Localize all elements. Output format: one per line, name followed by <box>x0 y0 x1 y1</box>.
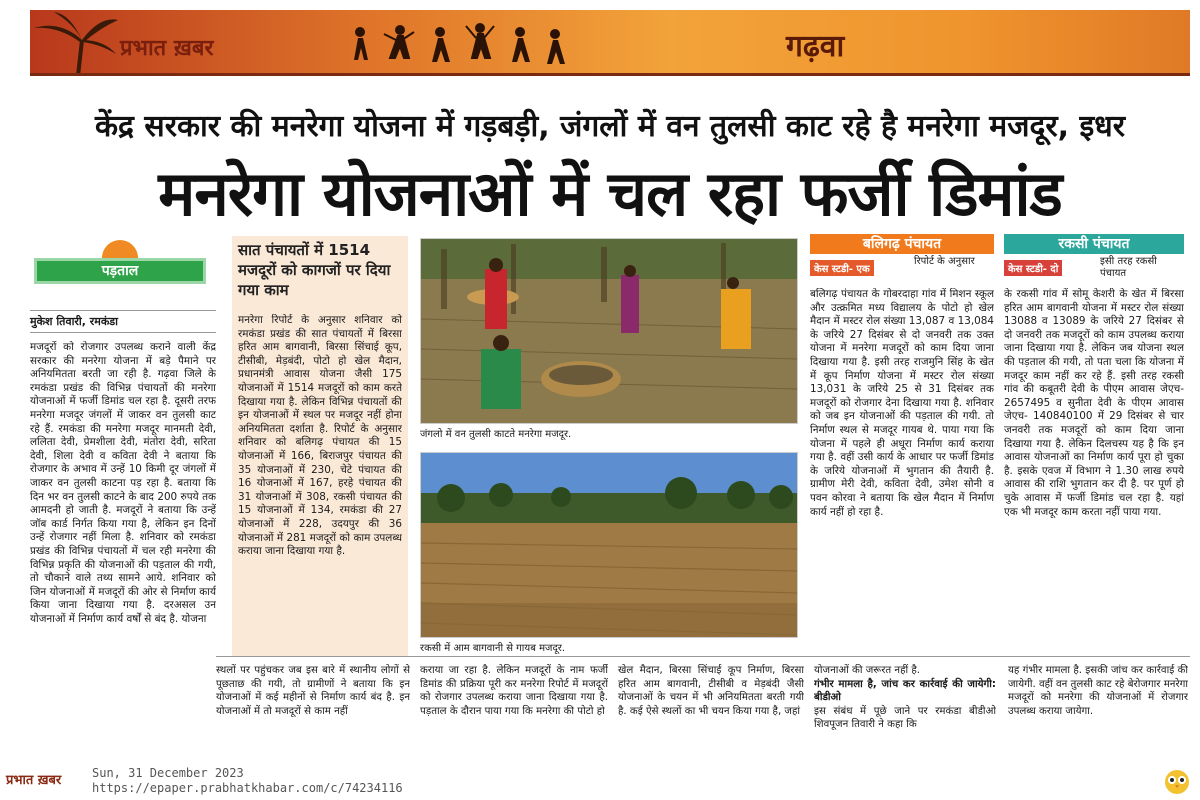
masthead-brand: प्रभात ख़बर <box>120 36 214 61</box>
photo-caption: जंगलो में वन तुलसी काटते मनरेगा मजदूर. <box>420 429 572 440</box>
baligarh-case-study <box>810 234 994 648</box>
footer-url[interactable]: https://epaper.prabhatkhabar.com/c/74234116 <box>92 781 403 795</box>
sidebar-body: मनरेगा रिपोर्ट के अनुसार शनिवार को रमकंडा प्रखंड की सात पंचायतों में बिरसा हरित आम बागवानी, बिरसा सिंचाई कूप, टीसीबी, मेड़बंदी, पोटो हो खेल मैदान, प्रधानमंत्री आवास योजना जैसी 175 योजनाओं में 1514 मजदूरों को काम करते दिखाया गया है. लेकिन विभिन्न पंचायतों की इन योजनाओं में स्थल पर मजदूर नहीं होना अनियमितता दर्शाता है. रिपोर्ट के अनुसार शनिवार को बलिगढ़ पंचायत की 15 योजनाओं में 166, बिराजपुर पंचायत की 35 योजनाओं में 230, चेटे पंचायत की 16 योजनाओं में 167, हरहे पंचायत की 31 योजनाओं में 308, रकसी पंचायत की 15 योजनाओं में 134, रमकंडा की 27 योजनाओं में 228, उदयपुर की 36 योजनाओं में 281 मजदूरों को काम उपलब्ध कराया जाना दिखाया गया है. <box>238 314 402 558</box>
raksi-case-study <box>1004 234 1184 648</box>
photo-forest-workers <box>420 238 798 424</box>
case-study-chip: केस स्टडी- दो <box>1004 260 1062 276</box>
baligarh-body: बलिगढ़ पंचायत के गोबरदाहा गांव में मिशन स्कूल और उत्क्रमित मध्य विद्यालय के पोटो हो खेल मैदान में मस्टर रोल संख्या 13,087 व 13,084 के जरिये 27 दिसंबर से दो जनवरी तक उक्त योजना में मनरेगा मजदूरों को काम दिया जाना दिखाया गया है. इसी तरह राजमुनि सिंह के खेत में कूप निर्माण योजना में मस्टर रोल संख्या 13,031 के जरिये 25 से 31 दिसंबर तक मजदूरों को रोजगार देना दिखाया गया है. शनिवार को जब इन योजनाओं की पड़ताल की गयी. तो निर्माण स्थल से मजदूर गायब थे. पाया गया कि योजना में पहले ही अधूरा निर्माण कार्य कराया गया है. वहीं उसी कार्य के आधार पर फर्जी डिमांड के जरिये योजनाओं में भुगतान की तैयारी है. ग्रामीण मेरी देवी, कविता देवी, उमेश सोनी व पवन कोरवा ने बताया कि खेल मैदान में निर्माण कार्य नहीं हो रहा है. <box>810 288 994 518</box>
raksi-heading: रकसी पंचायत <box>1004 234 1184 254</box>
bottom-col-1: स्थलों पर पहुंचकर जब इस बारे में स्थानीय लोगों से पूछताछ की गयी, तो ग्रामीणों ने बताया कि इन योजनाओं में कई महीनों से निर्माण कार्य बंद है. इन योजनाओं में तो मजदूरों से काम नहीं <box>216 665 410 717</box>
bottom-col-5: यह गंभीर मामला है. इसकी जांच कर कार्रवाई की जायेगी. वहीं वन तुलसी काट रहे बेरोजगार मनरेगा मजदूरों को मनरेगा की योजनाओं में रोजगार उपलब्ध कराया जायेगा. <box>1008 665 1188 717</box>
raksi-body: के रकसी गांव में सोमू केशरी के खेत में बिरसा हरित आम बागवानी योजना में मस्टर रोल संख्या 13088 व 13089 के जरिये 27 दिसंबर से दो जनवरी तक मजदूरों को काम उपलब्ध कराया जाना दिखाया गया है. लेकिन जब योजना स्थल की पड़ताल की गयी, तो पता चला कि योजना में मजदूर काम नहीं कर रहे हैं. इसी तरह रकसी गांव की कबूतरी देवी के पीएम आवास जेएच- 2657495 व सुनीता देवी के पीएम आवास जेएच- 140840100 में 29 दिसंबर से चार जनवरी तक मजदूरों को काम दिया जाना दिखाया गया है. लेकिन दिलचस्प यह है कि इन आवास योजनाओं का निर्माण कार्य पूरा हो चुका है. इसके एवज में विभाग ने 1.30 लाख रुपये आवास की राशि भुगतान कर दी है. पर पूर्ण हो चुके आवास में फर्जी डिमांड चल रहा है. यहां एक भी मजदूर काम करता नहीं पाया गया. <box>1004 288 1184 518</box>
bottom-col-4-intro: योजनाओं की जरूरत नहीं है. <box>814 665 921 676</box>
masthead <box>30 10 1190 76</box>
bottom-col-4 <box>814 664 996 746</box>
bdo-subhead: गंभीर मामला है, जांच कर कार्रवाई की जायेगी: बीडीओ <box>814 678 996 704</box>
padtal-badge <box>30 236 210 298</box>
sidebar-subhead: सात पंचायतों में 1514 मजदूरों को कागजों पर दिया गया काम <box>238 241 391 299</box>
bottom-col-4-body: इस संबंध में पूछे जाने पर रमकंडा बीडीओ शिवपूजन तिवारी ने कहा कि <box>814 705 996 731</box>
headline-main: मनरेगा योजनाओं में चल रहा फर्जी डिमांड <box>158 157 1062 230</box>
sun-icon <box>102 240 138 260</box>
byline: मुकेश तिवारी, रमकंडा <box>30 310 216 333</box>
case-study-chip: केस स्टडी- एक <box>810 260 874 276</box>
bottom-col-3: खेल मैदान, बिरसा सिंचाई कूप निर्माण, बिरसा हरित आम बागवानी, टीसीबी व मेड़बंदी जैसी योजनाओं के चयन में भी अनियमितता बरती गयी है. कई ऐसे स्थलों का भी चयन किया गया है, जहां <box>618 665 804 717</box>
palm-tree-icon <box>30 10 120 76</box>
left-column <box>30 236 216 747</box>
baligarh-heading: बलिगढ़ पंचायत <box>810 234 994 254</box>
bottom-col-2: कराया जा रहा है. लेकिन मजदूरों के नाम फर्जी डिमांड की प्रक्रिया पूरी कर मनरेगा रिपोर्ट में मजदूरों को रोजगार उपलब्ध कराया जाना दिखाया गया है. पड़ताल के दौरान पाया गया कि मनरेगा की पोटो हो <box>420 665 608 717</box>
footer-logo: प्रभात ख़बर <box>6 773 62 788</box>
padtal-label: पड़ताल <box>101 263 139 279</box>
case-study-side-note: रिपोर्ट के अनुसार <box>914 256 975 267</box>
case-study-side-note: इसी तरह रकसी पंचायत <box>1100 256 1157 279</box>
headline-kicker: केंद्र सरकार की मनरेगा योजना में गड़बड़ी, जंगलों में वन तुलसी काट रहे है मनरेगा मजदूर, इधर <box>95 109 1125 144</box>
footer-date: Sun, 31 December 2023 <box>92 766 244 780</box>
owl-icon <box>1162 766 1192 796</box>
divider <box>216 656 1190 657</box>
section-title: गढ़वा <box>786 29 845 64</box>
left-column-body: मजदूरों को रोजगार उपलब्ध कराने वाली केंद्र सरकार की मनरेगा योजना में बड़े पैमाने पर अनियमितता बरती जा रही है. गढ़वा जिले के रमकंडा प्रखंड की विभिन्न पंचायतों की मनरेगा योजनाओं में फर्जी डिमांड चल रहा है. दूसरी तरफ मनरेगा मजदूर जंगलों में जाकर वन तुलसी काट रहे हैं. रमकंडा की मनरेगा मजदूर मानमती देवी, ललिता देवी, प्रेमशीला देवी, मंतोरा देवी, सरिता देवी, शिला देवी व कविता देवी ने बताया कि रोजगार के अभाव में उन्हें 10 किमी दूर जंगलों में जाकर वन तुलसी काटना पड़ रहा है. बताया कि दिन भर वन तुलसी काटने के बाद 200 रुपये तक आमदनी हो जाती है. मजदूरों ने बताया कि उन्हें जॉब कार्ड निर्गत किया गया है, लेकिन इन दिनों उन्हें रोजगार नहीं मिला है. शनिवार को रमकंडा प्रखंड की विभिन्न पंचायतों में चल रही मनरेगा की विभिन्न प्रकृति की योजनाओं की पड़ताल की गयी, तो चौकाने वाले तथ्य सामने आये. शनिवार को जिन योजनाओं में मजदूरों की ओर से निर्माण कार्य किया जाना दिखाया गया है. दरअसल उन योजनाओं में निर्माण कार्य वर्षों से बंद है. योजना <box>30 341 216 625</box>
photo-caption: रकसी में आम बागवानी से गायब मजदूर. <box>420 643 566 654</box>
photo-mango-field <box>420 452 798 638</box>
sidebar-box <box>232 236 408 656</box>
footer <box>0 760 1200 800</box>
dancers-silhouette-icon <box>340 20 570 70</box>
